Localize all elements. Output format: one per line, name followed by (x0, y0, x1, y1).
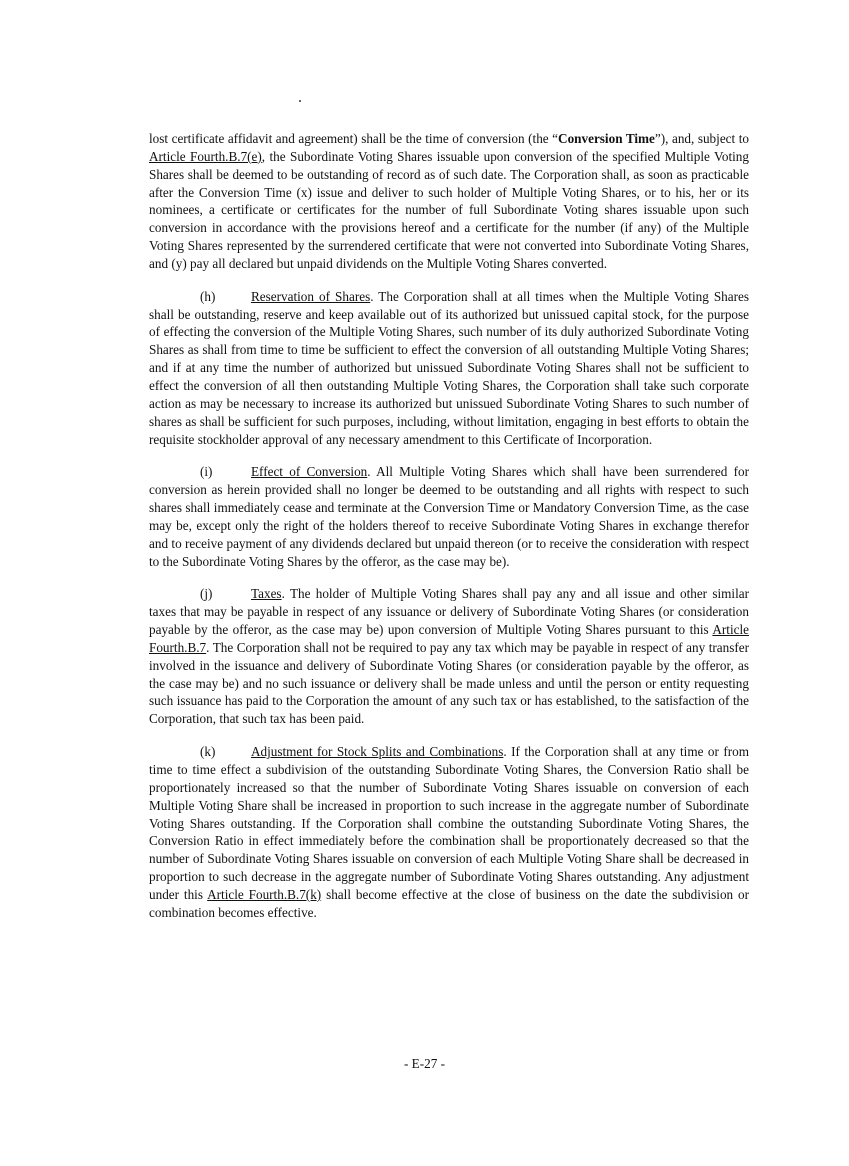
cross-reference-link[interactable]: Article Fourth.B.7(e) (149, 148, 262, 164)
section-heading: Taxes (251, 586, 282, 602)
section-text: . The holder of Multiple Voting Shares shall pay any and all issue and other similar taxes that may be payable in respect of any issuance or delivery of Subordinate Voting Shares (or consideration payable by the offeror, as the case may be) upon conversion of Multiple Voting Shares pursuant to this (149, 586, 749, 638)
section-text: shall become effective at the close of business on the date the subdivision or combination becomes effective. (149, 886, 750, 920)
scan-speck (299, 100, 301, 102)
section-h-reservation-of-shares (149, 288, 749, 449)
section-text: . If the Corporation shall at any time or from time to time effect a subdivision of the outstanding Subordinate Voting Shares, the Conversion Ratio shall be proportionately increased so that the number of Subordinate Voting Shares issuable on conversion of each Multiple Voting Share shall be increased in proportion to such increase in the aggregate number of Subordinate Voting Shares outstanding. If the Corporation shall combine the outstanding Subordinate Voting Shares, the Conversion Ratio in effect immediately before the combination shall be proportionately decreased so that the number of Subordinate Voting Shares issuable on conversion of each Multiple Voting Share shall be decreased in proportion to such decrease in the aggregate number of Subordinate Voting Shares outstanding. Any adjustment under this (149, 744, 749, 902)
section-text: . All Multiple Voting Shares which shall have been surrendered for conversion as herein provided shall no longer be deemed to be outstanding and all rights with respect to such shares shall immediately cease and terminate at the Conversion Time or Mandatory Conversion Time, as the case may be, except only the right of the holders thereof to receive Subordinate Voting Shares in exchange therefor and to receive payment of any dividends declared but unpaid thereon (or to receive the consideration with respect to the Subordinate Voting Shares by the offeror, as the case may be). (149, 464, 749, 569)
section-k-stock-splits (149, 743, 749, 921)
page-number: - E-27 - (403, 1056, 445, 1071)
para-text: , the Subordinate Voting Shares issuable upon conversion of the specified Multiple Voting Shares shall be deemed to be outstanding of record as of such date. The Corporation shall, as soon as practicable after the Conversion Time (x) issue and deliver to such holder of Multiple Voting Shares, or to his, her or its nominees, a certificate or certificates for the number of full Subordinate Voting shares issuable upon such conversion in accordance with the provisions hereof and a certificate for the number (if any) of the Multiple Voting Shares represented by the surrendered certificate that were not converted into Subordinate Voting Shares, and (y) pay all declared but unpaid dividends on the Multiple Voting Shares converted. (149, 148, 749, 271)
section-i-effect-of-conversion (149, 463, 749, 570)
section-label: (i) (200, 464, 213, 480)
defined-term-conversion-time: Conversion Time (558, 131, 655, 146)
section-label: (k) (200, 744, 216, 760)
paragraph-continuation (149, 130, 749, 273)
section-j-taxes (149, 585, 749, 728)
section-text: . The Corporation shall not be required to pay any tax which may be payable in respect of any transfer involved in the issuance and delivery of Subordinate Voting Shares (or consideration payable by the offeror, as the case may be) and no such issuance or delivery shall be made unless and until the person or entity requesting such issuance has paid to the Corporation the amount of any such tax or has established, to the satisfaction of the Corporation, that such tax has been paid. (149, 639, 749, 727)
section-heading: Reservation of Shares (251, 288, 371, 304)
section-label: (h) (200, 288, 216, 304)
document-body (149, 130, 749, 937)
section-text: . The Corporation shall at all times when the Multiple Voting Shares shall be outstanding, reserve and keep available out of its authorized but unissued capital stock, for the purpose of effecting the conversion of the Multiple Voting Shares, such number of its duly authorized Subordinate Voting Shares as shall from time to time be sufficient to effect the conversion of all outstanding Multiple Voting Shares; and if at any time the number of authorized but unissued Subordinate Voting Shares shall not be sufficient to effect the conversion of all then outstanding Multiple Voting Shares, the Corporation shall take such corporate action as may be necessary to increase its authorized but unissued Subordinate Voting Shares to such number of shares as shall be sufficient for such purposes, including, without limitation, engaging in best efforts to obtain the requisite stockholder approval of any necessary amendment to this Certificate of Incorporation. (149, 288, 749, 447)
para-text: lost certificate affidavit and agreement) shall be the time of conversion (the “ (149, 131, 559, 146)
section-heading: Adjustment for Stock Splits and Combinations (251, 744, 504, 760)
para-text: ”), and, subject to (654, 131, 749, 146)
cross-reference-link[interactable]: Article Fourth.B.7 (149, 622, 749, 655)
section-label: (j) (200, 586, 213, 602)
cross-reference-link[interactable]: Article Fourth.B.7(k) (207, 886, 322, 902)
section-heading: Effect of Conversion (251, 464, 368, 480)
